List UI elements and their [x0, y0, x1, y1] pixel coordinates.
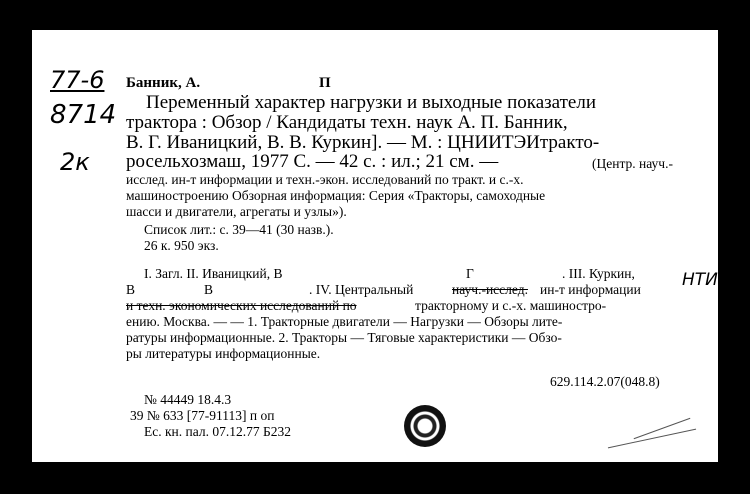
tracing-line-2a: В [126, 282, 136, 297]
series-line-2: машиностроению Обзорная информация: Серия «Тракторы, самоходные [126, 188, 546, 203]
footer-registry: Ес. кн. пал. 07.12.77 Б232 [144, 424, 291, 439]
tracing-line-2-struck: науч.-исслед. [452, 282, 528, 297]
title-line-3: В. Г. Иваницкий, В. В. Куркин]. — М. : ЦНИИТЭИтракто- [126, 132, 600, 153]
classification-code: 629.114.2.07(048.8) [550, 374, 660, 389]
tracing-line-5: ратуры информационные. 2. Тракторы — Тяговые характеристики — Обзо- [126, 330, 562, 345]
round-stamp [404, 405, 446, 447]
entry-heading: Банник, А. [126, 75, 201, 91]
title-line-1: Переменный характер нагрузки и выходные показатели [146, 92, 596, 113]
scan-border-bottom [0, 462, 750, 494]
bibliography-note: Список лит.: с. 39—41 (30 назв.). [144, 222, 334, 237]
entry-heading-tail: П [319, 75, 331, 91]
tracing-line-2d: ин-т информации [540, 282, 641, 297]
tracing-line-1a: I. Загл. II. Иваницкий, В [144, 266, 283, 281]
tracing-line-4: ению. Москва. — — 1. Тракторные двигатели — Нагрузки — Обзоры лите- [126, 314, 563, 329]
series-start: (Центр. науч.- [592, 156, 673, 171]
title-line-2: трактора : Обзор / Кандидаты техн. наук А. П. Банник, [126, 112, 568, 133]
copies-note: 26 к. 950 экз. [144, 238, 219, 253]
footer-number: № 44449 18.4.3 [144, 392, 232, 407]
tracing-line-2c: . IV. Центральный [309, 282, 414, 297]
catalog-card [32, 30, 718, 462]
shelf-mark-bottom: 8714 [50, 100, 117, 130]
tracing-line-3-struck: и техн. экономических исследований по [126, 298, 357, 313]
margin-note: 2к [60, 148, 90, 176]
tracing-line-6: ры литературы информационные. [126, 346, 321, 361]
title-line-4: росельхозмаш, 1977 С. — 42 с. : ил.; 21 см. — [126, 151, 499, 172]
tracing-line-1b: Г [466, 266, 474, 281]
tracing-line-3-rest: тракторному и с.-х. машиностро- [415, 298, 607, 313]
series-line-1: исслед. ин-т информации и техн.-экон. исследований по тракт. и с.-х. [126, 172, 524, 187]
tracing-line-1c: . III. Куркин, [562, 266, 635, 281]
footer-order: 39 № 633 [77-91113] п оп [130, 408, 275, 423]
series-line-3: шасси и двигатели, агрегаты и узлы»). [126, 204, 347, 219]
tracing-line-2b: В [204, 282, 214, 297]
right-margin-note: НТИ [682, 270, 718, 290]
shelf-mark-top: 77-6 [50, 66, 105, 94]
